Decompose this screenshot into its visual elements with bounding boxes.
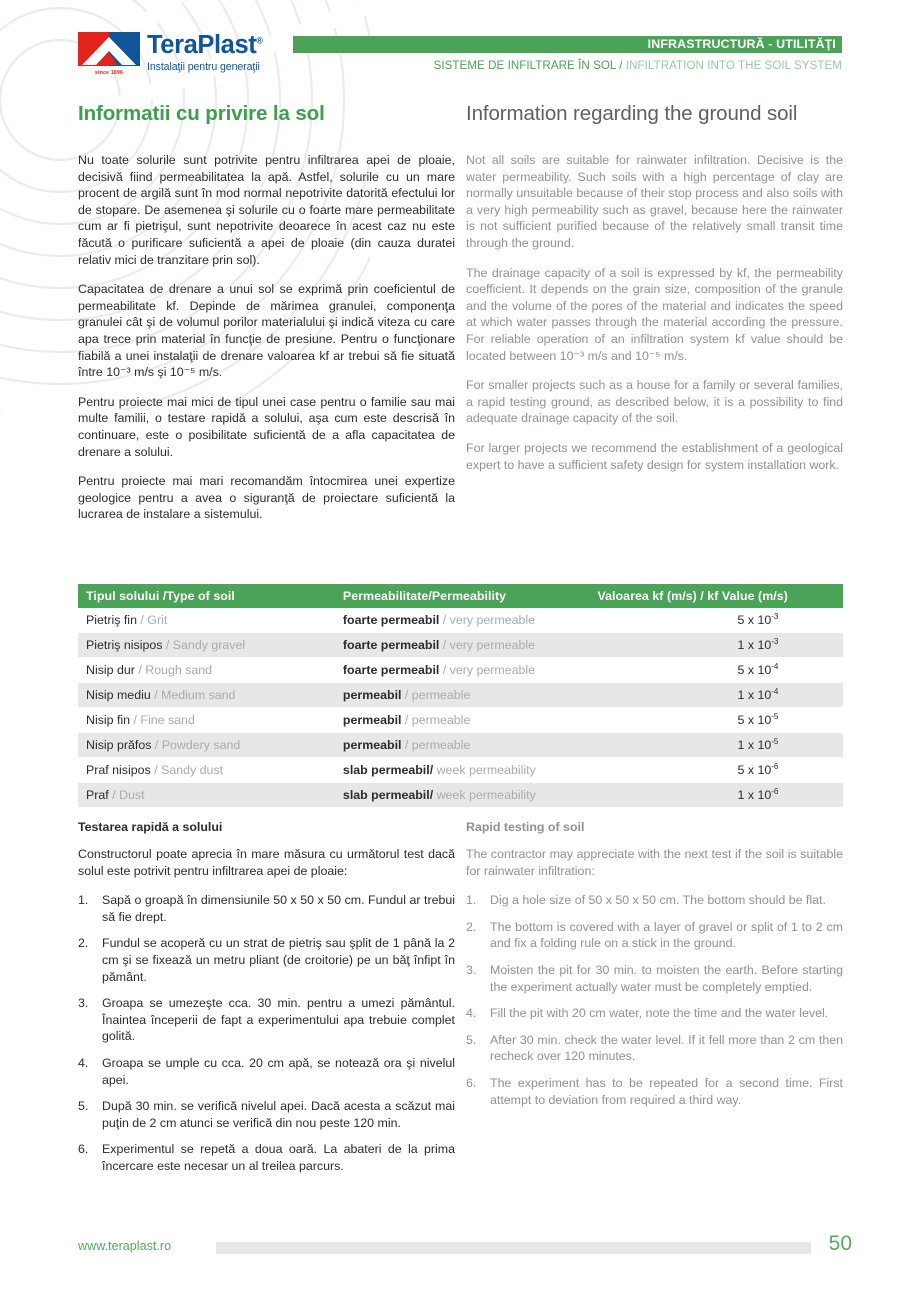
subsection-intro-ro: Constructorul poate aprecia în mare măsura cu următorul test dacă solul este potrivit pentru infiltrarea apei de ploaie: <box>78 847 455 878</box>
table-header-row <box>78 584 843 608</box>
cell-permeability: slab permeabil/ week permeability <box>342 788 536 802</box>
paragraph: For larger projects we recommend the establishment of a geological expert to have a sufficient safety design for system installation work. <box>466 440 843 472</box>
paragraph: Pentru proiecte mai mari recomandăm întocmirea unei expertize geologice pentru a avea o siguranţă de proiectare suficientă la lucrarea de instalare a sistemului. <box>78 474 455 522</box>
paragraph: For smaller projects such as a house for a family or several families, a rapid testing ground, as described below, it is a possibility to find adequate drainage capacity of the soil. <box>466 378 843 426</box>
soil-permeability-table <box>78 584 843 808</box>
intro-columns <box>78 152 843 536</box>
section-banner-subtitle <box>293 59 842 73</box>
subsection-heading-ro: Testarea rapidă a solului <box>78 820 223 834</box>
cell-soil-type: Nisip fin / Fine sand <box>86 713 195 727</box>
cell-soil-type: Pietriş fin / Grit <box>86 613 168 627</box>
column-header-kf-value: Valoarea kf (m/s) / kf Value (m/s) <box>589 584 843 608</box>
cell-permeability: foarte permeabil / very permeable <box>342 638 536 652</box>
table-row <box>78 633 843 658</box>
cell-kf-value: 5 x $10^{-4}$ <box>737 661 779 677</box>
cell-kf-value: 1 x $10^{-5}$ <box>737 736 779 752</box>
intro-column-ro <box>78 152 455 536</box>
banner-subtitle-ro: SISTEME DE INFILTRARE ÎN SOL / <box>433 59 626 72</box>
steps-list-ro <box>78 892 455 1174</box>
step-item: Experimentul se repetă a doua oară. La abateri de la prima încercare este necesar un al treilea parcurs. <box>102 1142 455 1173</box>
table-body <box>78 608 843 808</box>
column-header-permeability: Permeabilitate/Permeability <box>335 584 590 608</box>
intro-column-en <box>466 152 843 536</box>
step-item: Sapă o groapă în dimensiunile 50 x 50 x 50 cm. Fundul ar trebui să fie drept. <box>102 893 455 924</box>
cell-kf-value: 1 x $10^{-4}$ <box>737 686 779 702</box>
cell-permeability: foarte permeabil / very permeable <box>342 613 536 627</box>
steps-list-en <box>466 892 843 1108</box>
testing-column-en <box>466 820 843 1185</box>
step-item: După 30 min. se verifică nivelul apei. Dacă acesta a scăzut mai puţin de 2 cm atunci se verifică din nou peste 120 min. <box>102 1099 455 1130</box>
page-title-en: Information regarding the ground soil <box>466 102 798 125</box>
step-item: Fundul se acoperă cu un strat de pietriş sau şplit de 1 până la 2 cm şi se fixează un metru pliant (de croitorie) pe un băţ înfipt în pământ. <box>102 936 455 984</box>
cell-soil-type: Nisip prăfos / Powdery sand <box>86 738 241 752</box>
section-banner-title: INFRASTRUCTURĂ - UTILITĂŢI <box>293 36 842 53</box>
cell-soil-type: Praf nisipos / Sandy dust <box>86 763 224 777</box>
table-row <box>78 758 843 783</box>
cell-kf-value: 5 x $10^{-5}$ <box>737 711 779 727</box>
paragraph: The drainage capacity of a soil is expressed by kf, the permeability coefficient. It depends on the grain size, composition of the granule and the volume of the pores of the material and indicates the speed at which water passes through the material according the pressure. For reliable operation of an infiltration system kf value should be located between 10⁻³ m/s and 10⁻⁵ m/s. <box>466 265 843 363</box>
registered-mark-icon: ® <box>256 35 263 46</box>
cell-soil-type: Praf / Dust <box>86 788 145 802</box>
page-title-ro: Informatii cu privire la sol <box>78 102 325 125</box>
table-row <box>78 783 843 808</box>
footer-website-link[interactable]: www.teraplast.ro <box>78 1239 172 1253</box>
cell-permeability: permeabil / permeable <box>342 738 471 752</box>
column-header-soil-type: Tipul solului /Type of soil <box>78 584 335 608</box>
page-titles <box>78 102 843 126</box>
table-header <box>78 584 843 608</box>
cell-permeability: slab permeabil/ week permeability <box>342 763 536 777</box>
testing-columns <box>78 820 843 1185</box>
testing-column-ro <box>78 820 455 1185</box>
step-item: Fill the pit with 20 cm water, note the time and the water level. <box>490 1006 829 1021</box>
footer-divider-bar <box>216 1242 811 1254</box>
paragraph: Capacitatea de drenare a unui sol se exprimă prin coeficientul de permeabilitate kf. Depinde de mărimea granulei, componenţa granulei cât şi de volumul porilor materialului şi indică viteza cu care apa trece prin material în funcţie de presiune. Pentru o funcţionare fiabilă a unei instalaţii de drenare valoarea kf ar trebui să fie situată între 10⁻³ m/s şi 10⁻⁵ m/s. <box>78 282 455 380</box>
page-footer <box>0 1232 920 1263</box>
teraplast-logo-mark-icon <box>78 32 140 74</box>
page-number: 50 <box>828 1232 852 1255</box>
paragraph: Pentru proiecte mai mici de tipul unei case pentru o familie sau mai multe familii, o testare rapidă a solului, aşa cum este descrisă în continuare, este o posibilitate suficientă de a afla capacitatea de drenare a solului. <box>78 394 455 459</box>
cell-soil-type: Nisip dur / Rough sand <box>86 663 213 677</box>
logo-wordmark: TeraPlast® <box>147 31 263 59</box>
step-item: Groapa se umple cu cca. 20 cm apă, se notează ora şi nivelul apei. <box>102 1055 455 1087</box>
paragraph: Not all soils are suitable for rainwater infiltration. Decisive is the water permeability. Such soils with a high percentage of clay are normally unsuitable because of their stop process and also soils with a very high permeability such as gravel, because here the rainwater is not sufficient purified because of the relatively small transit time through the ground. <box>466 153 843 250</box>
banner-subtitle-en: INFILTRATION INTO THE SOIL SYSTEM <box>625 59 842 72</box>
page-header <box>0 0 920 100</box>
table-row <box>78 733 843 758</box>
teraplast-logo <box>78 32 263 74</box>
cell-soil-type: Nisip mediu / Medium sand <box>86 688 236 702</box>
step-item: Moisten the pit for 30 min. to moisten the earth. Before starting the experiment actually water must be completely emptied. <box>490 962 843 994</box>
table-row <box>78 658 843 683</box>
step-item: After 30 min. check the water level. If it fell more than 2 cm then recheck over 120 minutes. <box>490 1032 843 1064</box>
table-row <box>78 683 843 708</box>
logo-since-text: since 1896 <box>94 70 124 76</box>
paragraph: Nu toate solurile sunt potrivite pentru infiltrarea apei de ploaie, decisivă fiind permeabilitatea la apă. Astfel, solurile cu un mare procent de argilă sunt în mod normal nepotrivite datorită efectului lor de stopare. De asemenea şi solurile cu o foarte mare permeabilitate cum ar fi pietrişul, sunt nepotrivite deoarece în acest caz nu este făcută o purificare suficientă a apei de ploaie (din cauza duratei relativ mici de tranzitare prin sol). <box>78 153 455 267</box>
table-row <box>78 708 843 733</box>
cell-permeability: permeabil / permeable <box>342 713 471 727</box>
subsection-heading-en: Rapid testing of soil <box>466 820 585 834</box>
table-row <box>78 608 843 633</box>
cell-permeability: permeabil / permeable <box>342 688 471 702</box>
step-item: Groapa se umezeşte cca. 30 min. pentru a umezi pământul. Înaintea începerii de fapt a experimentului apa trebuie complet golită. <box>102 996 455 1044</box>
step-item: Dig a hole size of 50 x 50 x 50 cm. The bottom should be flat. <box>490 893 826 908</box>
cell-kf-value: 1 x $10^{-6}$ <box>737 786 779 802</box>
subsection-intro-en: The contractor may appreciate with the next test if the soil is suitable for rainwater infiltration: <box>466 847 843 878</box>
cell-soil-type: Pietriş nisipos / Sandy gravel <box>86 638 246 652</box>
step-item: The experiment has to be repeated for a second time. First attempt to deviation from required a third way. <box>490 1075 843 1107</box>
cell-kf-value: 5 x $10^{-6}$ <box>737 761 779 777</box>
cell-kf-value: 5 x $10^{-3}$ <box>737 611 779 627</box>
step-item: The bottom is covered with a layer of gravel or split of 1 to 2 cm and fix a folding rule on a stick in the ground. <box>490 919 843 951</box>
cell-permeability: foarte permeabil / very permeable <box>342 663 536 677</box>
cell-kf-value: 1 x $10^{-3}$ <box>737 636 779 652</box>
logo-tagline: Instalaţii pentru generaţii <box>147 60 260 73</box>
